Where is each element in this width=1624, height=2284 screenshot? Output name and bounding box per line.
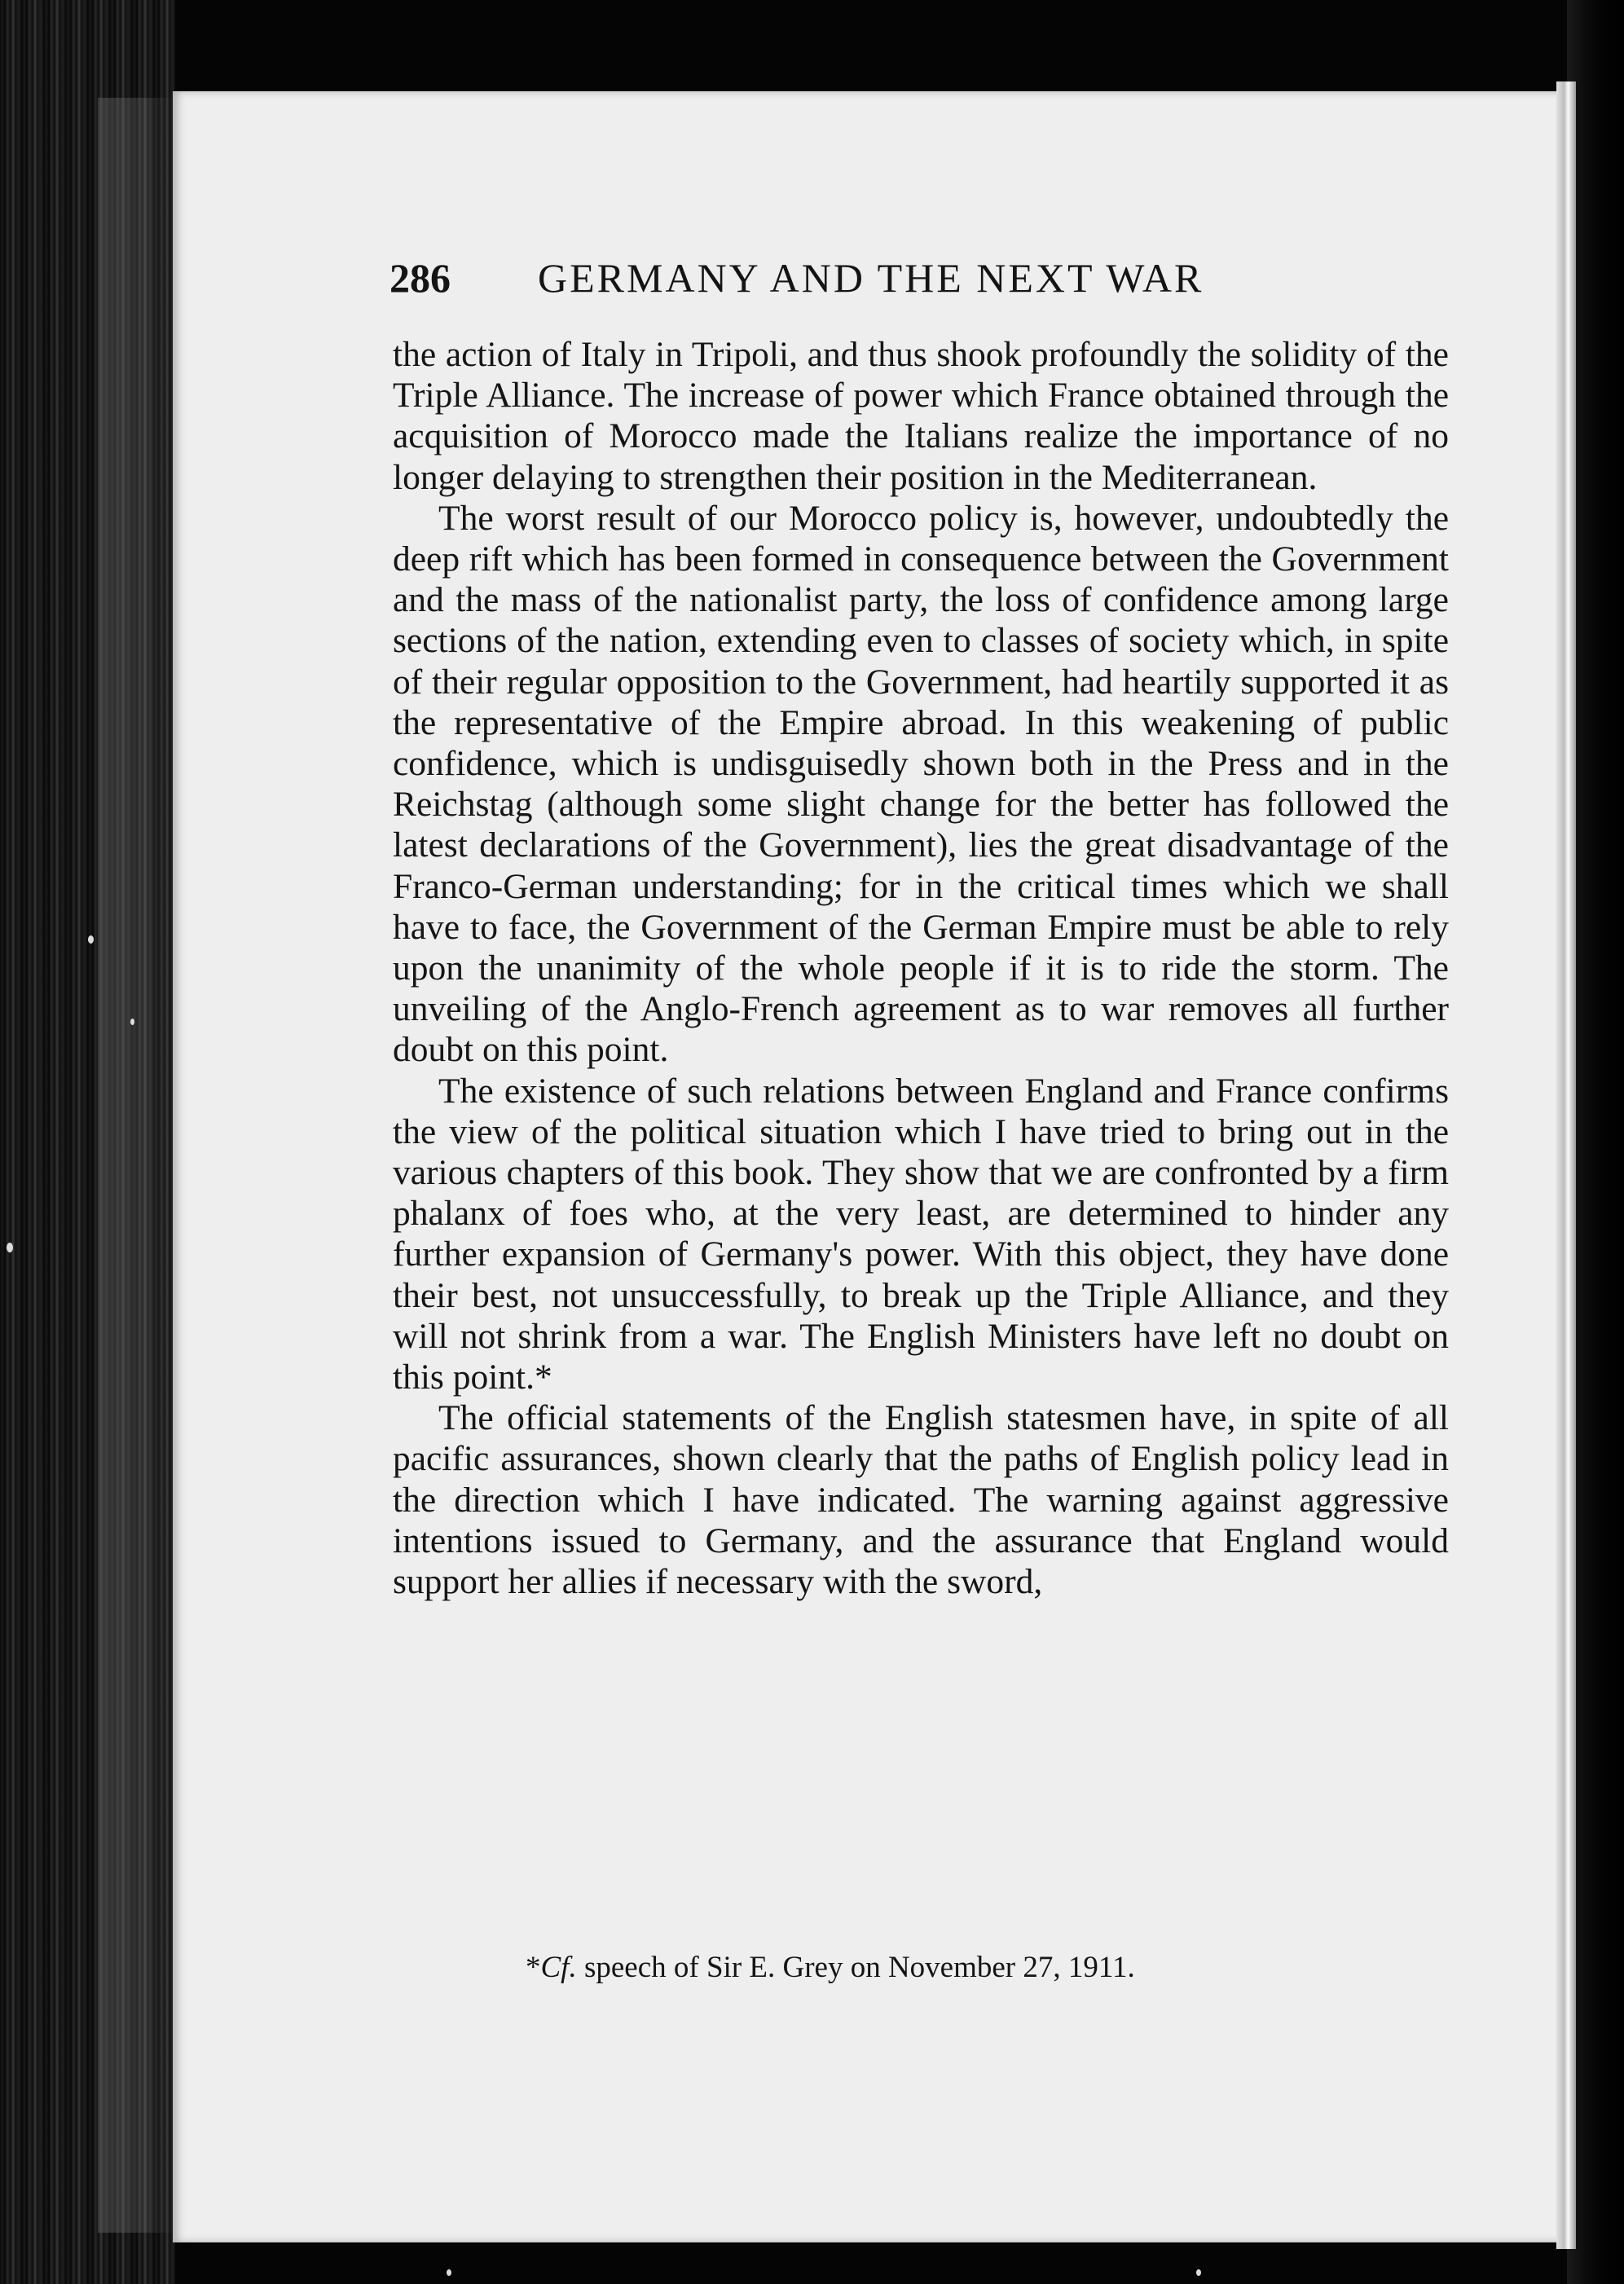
footnote-text: speech of Sir E. Grey on November 27, 1911. xyxy=(576,1951,1135,1984)
scan-speck xyxy=(88,935,94,944)
scan-speck xyxy=(447,2269,451,2276)
paragraph: the action of Italy in Tripoli, and thus shook profoundly the solidity of the Triple Alliance. The increase of power which France obtained through the acquisition of Morocco made the Italians realize the importance of no longer delaying to strengthen their position in the Mediterranean. xyxy=(393,335,1449,497)
body-text xyxy=(393,334,1449,1602)
scan-speck xyxy=(1196,2269,1201,2276)
footnote xyxy=(526,1947,1422,1988)
footnote-abbrev: Cf. xyxy=(540,1951,577,1984)
page-number: 286 xyxy=(389,255,451,301)
scan-speck xyxy=(130,1019,134,1025)
paragraph: The existence of such relations between England and France confirms the view of the political situation which I have tried to bring out in the various chapters of this book. They show that we are confronted by a firm phalanx of foes who, at the very least, are determined to hinder any further expansion of Germany's power. With this object, they have done their best, not unsuccessfully, to break up the Triple Alliance, and they will not shrink from a war. The English Ministers have left no doubt on this point.* xyxy=(393,1071,1449,1397)
scan-speck xyxy=(7,1243,13,1252)
paragraph: The worst result of our Morocco policy is, however, undoubtedly the deep rift which has been formed in consequence between the Government and the mass of the nationalist party, the loss of confidence among large sections of the nation, extending even to classes of society which, in spite of their regular opposition to the Government, had heartily supported it as the representative of the Empire abroad. In this weakening of public confidence, which is undisguisedly shown both in the Press and in the Reichstag (although some slight change for the better has followed the latest declarations of the Government), lies the great disadvantage of the Franco-German understanding; for in the critical times which we shall have to face, the Government of the German Empire must be able to rely upon the unanimity of the whole people if it is to ride the storm. The unveiling of the Anglo-French agreement as to war removes all further doubt on this point. xyxy=(393,498,1449,1070)
spine-shadow xyxy=(98,98,175,2233)
paragraph: The official statements of the English statesmen have, in spite of all pacific assurances, shown clearly that the paths of English policy lead in the direction which I have indicated. The warning against aggressive intentions issued to Germany, and the assurance that England would support her allies if necessary with the sword, xyxy=(393,1398,1449,1602)
footnote-marker: * xyxy=(526,1951,541,1984)
running-head: GERMANY AND THE NEXT WAR xyxy=(538,255,1204,301)
page-header xyxy=(389,249,1449,306)
page-fold xyxy=(1556,81,1576,2249)
